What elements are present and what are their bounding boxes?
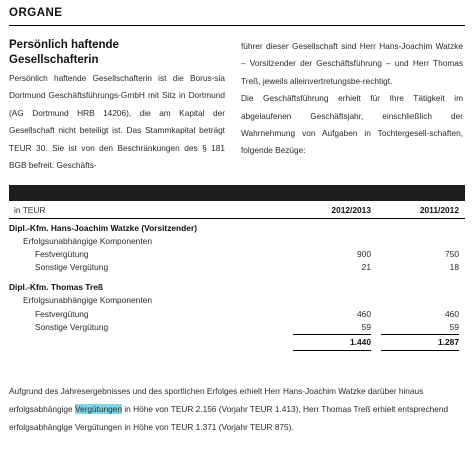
- row-value-year-1: 1.440: [293, 334, 371, 351]
- row-value-year-2: 1.287: [381, 334, 459, 351]
- section-divider: [9, 25, 465, 26]
- table-spacer: [9, 274, 465, 281]
- row-value-year-1: 460: [357, 308, 371, 319]
- footer-paragraph: [9, 382, 463, 436]
- row-value-year-1: 900: [357, 249, 371, 260]
- left-paragraph: Persönlich haftende Gesellschafterin ist die Borus-sia Dortmund Geschäftsführungs-GmbH mit Sitz in Dortmund (AG Dortmund HRB 14206), die am Kapital der Gesellschaft nicht beteiligt ist. Das Stammkapital beträgt TEUR 30. Sie ist von den Beschränkungen des § 181 BGB befreit. Geschäfts-: [9, 73, 225, 171]
- row-label: Erfolgsunabhängige Komponenten: [23, 236, 152, 247]
- row-label: Erfolgsunabhängige Komponenten: [23, 295, 152, 306]
- right-paragraph-2: Die Geschäftsführung erhielt für Ihre Tätigkeit im abgelaufenen Geschäftsjahr, einschließlich der Wahrnehmung von Aufgaben in Tochtergesell-schaften, folgende Bezüge:: [241, 93, 463, 156]
- row-value-year-2: 460: [445, 308, 459, 319]
- table-year-1: 2012/2013: [331, 205, 371, 215]
- row-label: Festvergütung: [35, 249, 89, 260]
- row-label: Dipl.-Kfm. Thomas Treß: [9, 282, 103, 293]
- row-label: Festvergütung: [35, 308, 89, 319]
- table-header-bar: [9, 185, 465, 201]
- row-label: Dipl.-Kfm. Hans-Joachim Watzke (Vorsitzender): [9, 223, 197, 233]
- right-paragraph-1: führer dieser Gesellschaft sind Herr Hans-Joachim Watzke – Vorsitzender der Geschäftsführung – und Herr Thomas Treß, jeweils alleinvertretungsbe-rechtigt.: [241, 41, 463, 86]
- table-row: [9, 334, 465, 349]
- footer-text-start: Aufgrund des Jahresergebnisses und des sportlichen Erfolges erhielt Herr Hans-Joachim Watzke darüber hinaus erfolgsabhängige: [9, 386, 424, 414]
- row-value-year-2: 18: [449, 262, 459, 273]
- table-row: [9, 248, 465, 261]
- section-heading: [9, 38, 225, 68]
- row-value-year-1: 59: [361, 321, 371, 332]
- table-unit-label: in TEUR: [14, 205, 46, 215]
- row-value-year-1: 21: [361, 262, 371, 273]
- table-row: [9, 235, 465, 248]
- left-column: [9, 38, 225, 174]
- row-value-year-2: 59: [449, 321, 459, 332]
- table-row: [9, 294, 465, 307]
- table-row: [9, 308, 465, 321]
- section-title: ORGANE: [9, 7, 63, 19]
- table-year-2: 2011/2012: [419, 205, 459, 215]
- table-header: [9, 201, 465, 219]
- heading-line-2: Gesellschafterin: [9, 54, 99, 66]
- table-row: [9, 222, 465, 235]
- row-label: Sonstige Vergütung: [35, 321, 109, 332]
- row-label: Sonstige Vergütung: [35, 262, 109, 273]
- heading-line-1: Persönlich haftende: [9, 39, 119, 51]
- row-value-year-2: 750: [445, 249, 459, 260]
- highlighted-term: Vergütungen: [74, 404, 123, 414]
- table-row: [9, 261, 465, 274]
- table-row: [9, 321, 465, 334]
- footer-text-end: in Höhe von TEUR 2.156 (Vorjahr TEUR 1.413), Herr Thomas Treß erhielt entsprechend erfolgsabhängige Vergütungen in Höhe von TEUR 1.371 (Vorjahr TEUR 875).: [9, 404, 449, 432]
- table-row: [9, 281, 465, 294]
- compensation-table: [9, 222, 465, 349]
- right-column: [241, 38, 463, 160]
